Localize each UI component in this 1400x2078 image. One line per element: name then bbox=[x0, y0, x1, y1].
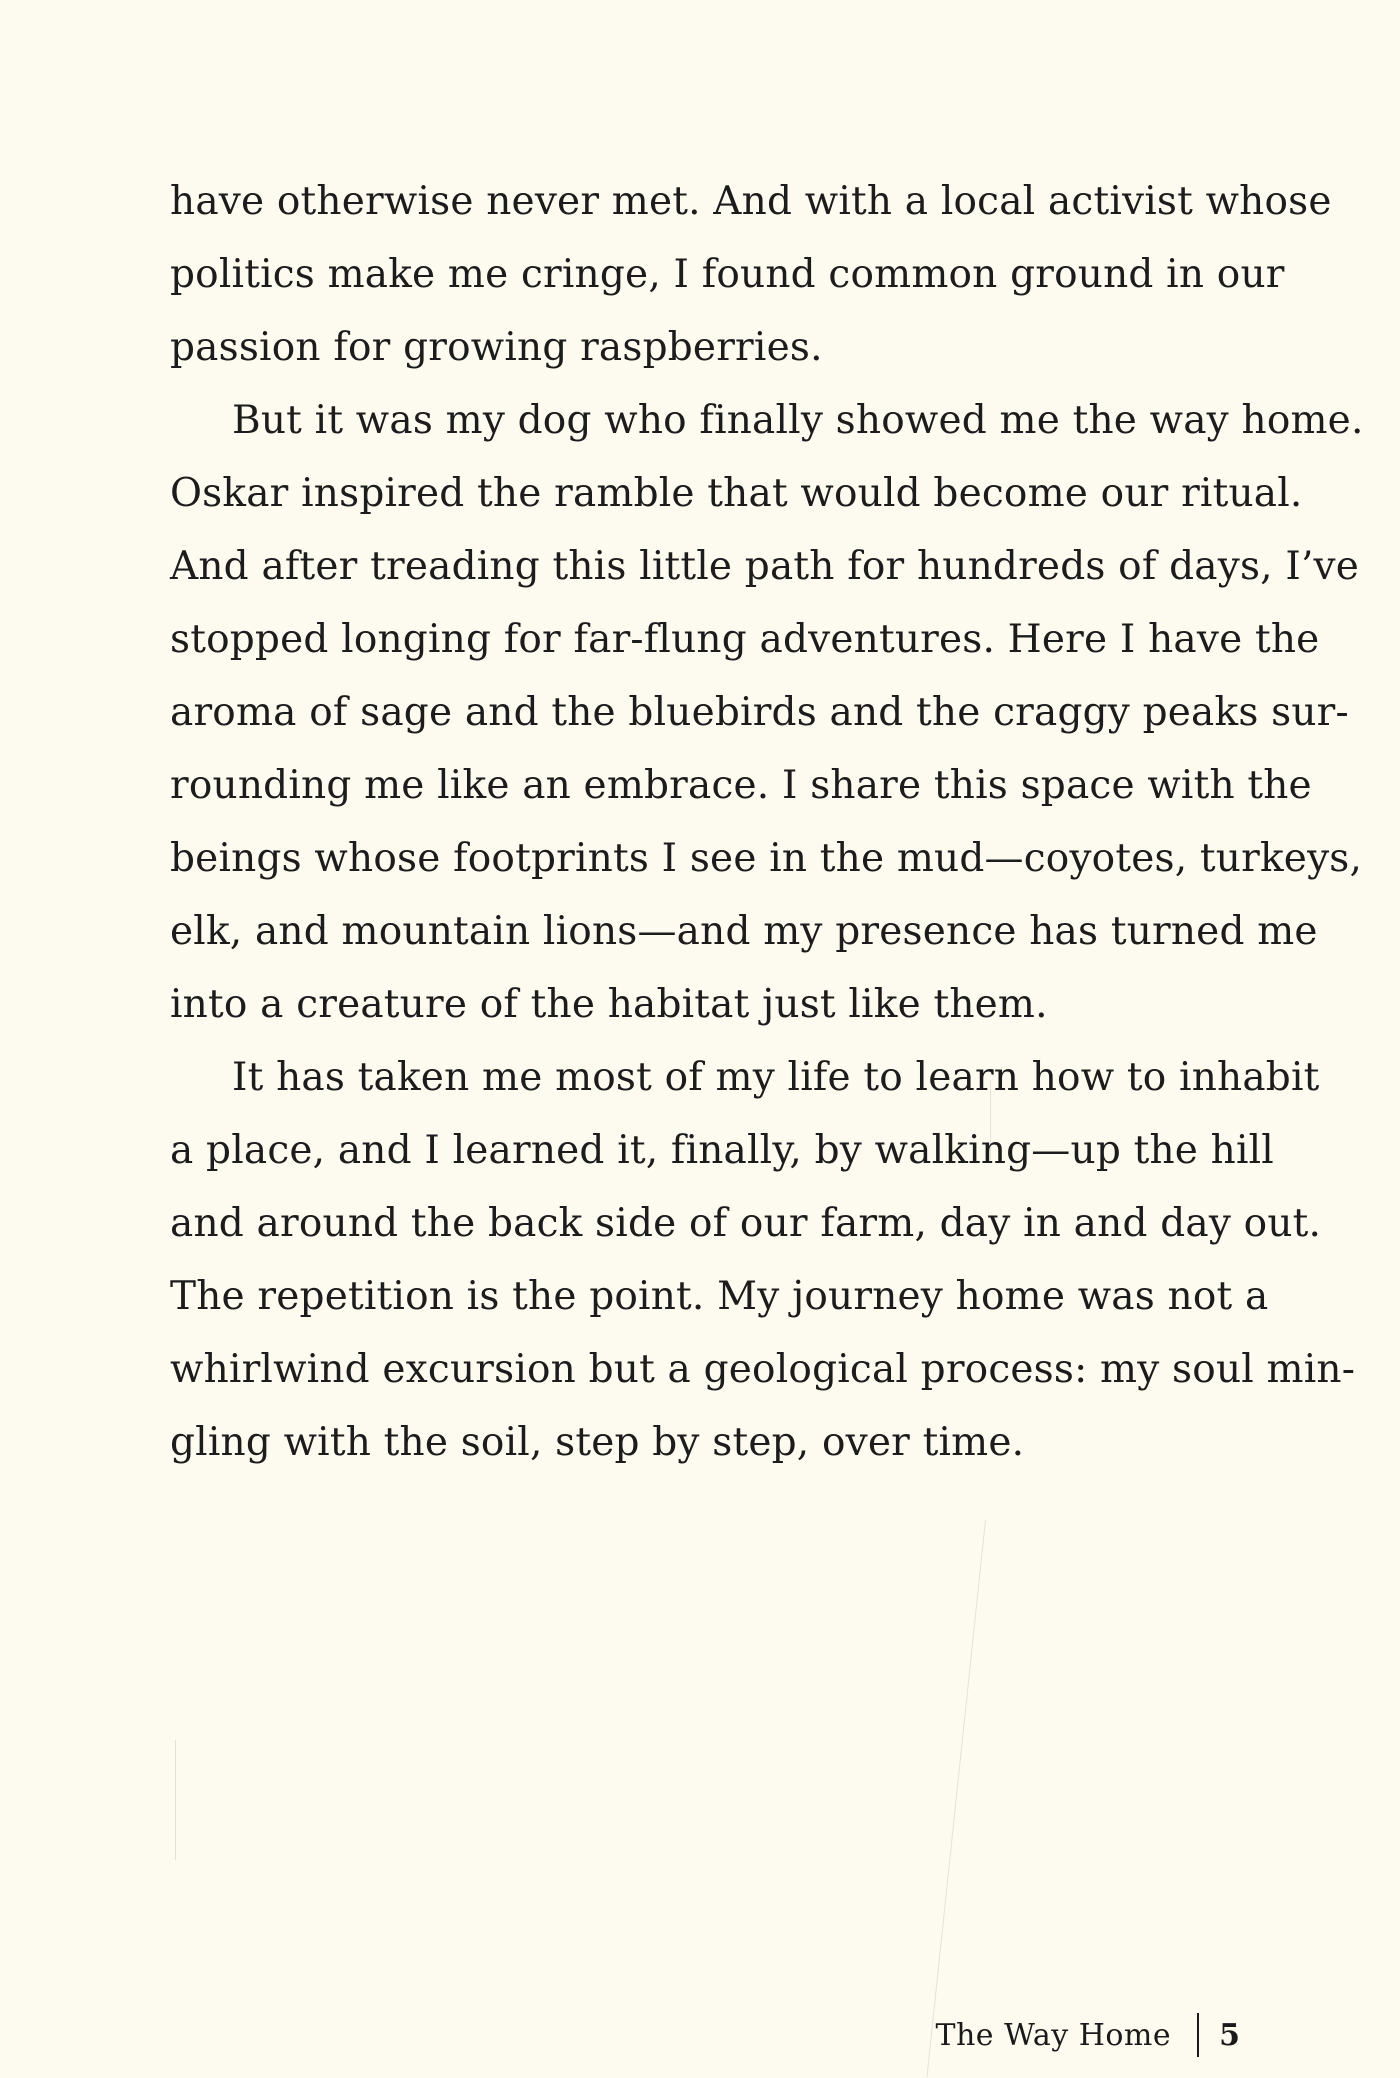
text-line: aroma of sage and the bluebirds and the craggy peaks sur- bbox=[170, 690, 1349, 735]
body-text bbox=[170, 165, 1364, 1479]
text-line: beings whose footprints I see in the mud—coyotes, turkeys, bbox=[170, 836, 1363, 881]
text-line: Oskar inspired the ramble that would become our ritual. bbox=[170, 471, 1303, 516]
paper-crease bbox=[926, 1520, 986, 2077]
text-line: whirlwind excursion but a geological process: my soul min- bbox=[170, 1347, 1356, 1392]
paper-crease bbox=[175, 1740, 176, 1860]
text-line: passion for growing raspberries. bbox=[170, 325, 823, 370]
text-line: have otherwise never met. And with a local activist whose bbox=[170, 179, 1332, 224]
text-line: a place, and I learned it, finally, by walking—up the hill bbox=[170, 1128, 1274, 1173]
text-line: politics make me cringe, I found common ground in our bbox=[170, 252, 1285, 297]
running-title: The Way Home bbox=[935, 2017, 1172, 2053]
text-line: And after treading this little path for hundreds of days, I’ve bbox=[170, 544, 1360, 589]
text-line: It has taken me most of my life to learn how to inhabit bbox=[232, 1055, 1320, 1100]
text-line: gling with the soil, step by step, over time. bbox=[170, 1420, 1025, 1465]
text-line: and around the back side of our farm, day in and day out. bbox=[170, 1201, 1322, 1246]
text-line: elk, and mountain lions—and my presence has turned me bbox=[170, 909, 1318, 954]
text-line: rounding me like an embrace. I share this space with the bbox=[170, 763, 1312, 808]
page-footer bbox=[935, 2010, 1240, 2060]
text-line: stopped longing for far-flung adventures. Here I have the bbox=[170, 617, 1320, 662]
text-line: But it was my dog who finally showed me the way home. bbox=[232, 398, 1364, 443]
footer-divider bbox=[1197, 2013, 1199, 2057]
text-line: The repetition is the point. My journey home was not a bbox=[170, 1274, 1269, 1319]
page-number: 5 bbox=[1219, 2017, 1240, 2053]
text-line: into a creature of the habitat just like them. bbox=[170, 982, 1048, 1027]
